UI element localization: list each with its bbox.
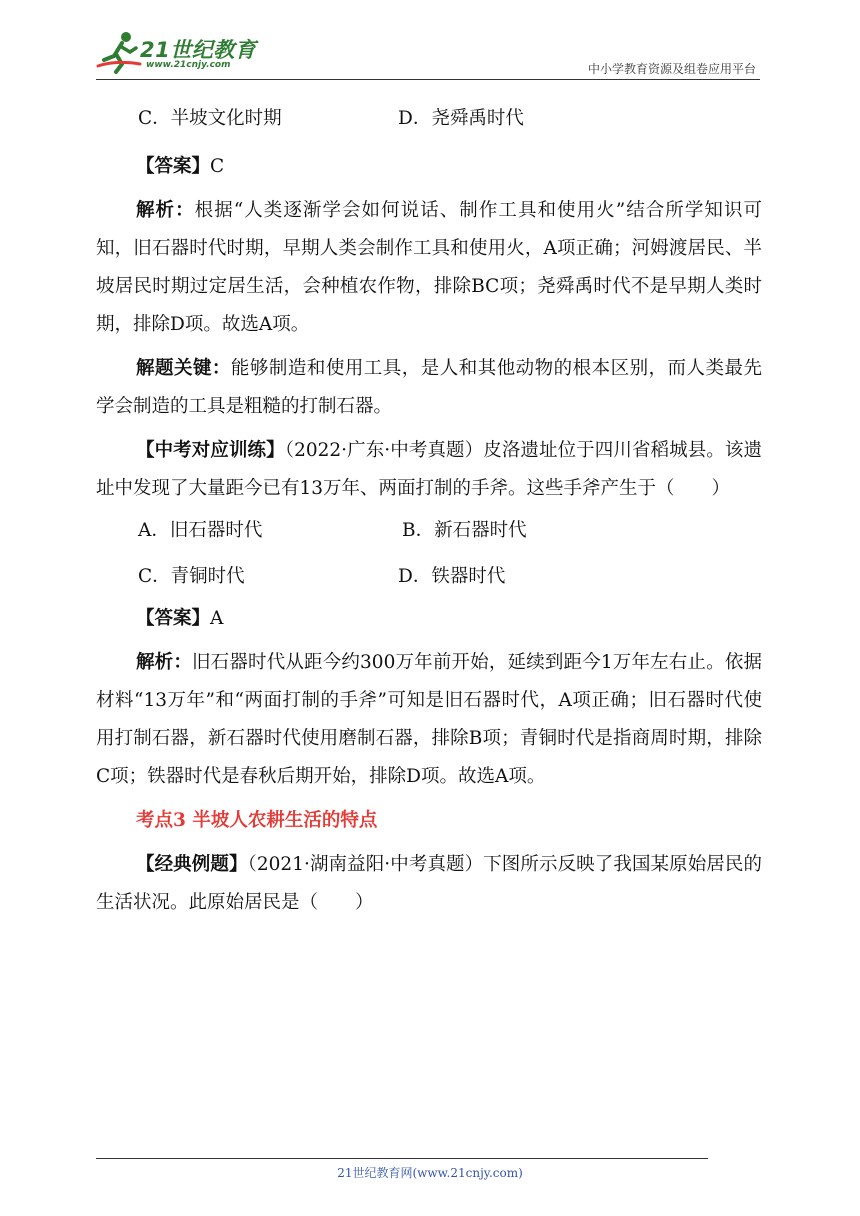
page-footer[interactable]: 21世纪教育网(www.21cnjy.com) bbox=[337, 1166, 523, 1180]
practice-label: 【中考对应训练】 bbox=[136, 440, 285, 461]
analysis-label: 解析： bbox=[136, 652, 193, 673]
q1-option-c: C．半坡文化时期 bbox=[138, 108, 282, 129]
answer-value: A bbox=[210, 608, 224, 629]
q2-option-c: C．青铜时代 bbox=[138, 566, 245, 587]
q1-option-d: D．尧舜禹时代 bbox=[398, 108, 524, 129]
site-logo[interactable] bbox=[96, 30, 266, 78]
q1-options-row bbox=[96, 96, 762, 142]
q2-options-row-2 bbox=[96, 554, 762, 600]
q2-answer bbox=[96, 600, 762, 638]
q2-option-d: D．铁器时代 bbox=[398, 566, 506, 587]
q2-text: （2022·广东·中考真题）皮洛遗址位于四川省稻城县。该遗址中发现了大量距今已有13万年、两面打制的手斧。这些手斧产生于（ ） bbox=[96, 440, 762, 499]
q2-options-row-1 bbox=[96, 508, 762, 554]
page-header bbox=[96, 30, 760, 80]
q3-question bbox=[96, 846, 762, 922]
logo-text: 21世纪教育 bbox=[140, 38, 257, 62]
q3-text: （2021·湖南益阳·中考真题）下图所示反映了我国某原始居民的生活状况。此原始居民是（ ） bbox=[96, 854, 762, 913]
key-text: 能够制造和使用工具，是人和其他动物的根本区别，而人类最先学会制造的工具是粗糙的打制石器。 bbox=[96, 358, 762, 417]
answer-label: 【答案】 bbox=[136, 156, 211, 177]
logo-url: www.21cnjy.com bbox=[146, 60, 231, 70]
platform-name: 中小学教育资源及组卷应用平台 bbox=[587, 62, 756, 76]
document-body bbox=[96, 96, 762, 922]
example-label: 【经典例题】 bbox=[136, 854, 248, 875]
q2-option-b: B．新石器时代 bbox=[402, 520, 527, 541]
q2-analysis bbox=[96, 644, 762, 796]
answer-value: C bbox=[210, 156, 225, 177]
analysis-text: 旧石器时代从距今约300万年前开始，延续到距今1万年左右止。依据材料“13万年”和“两面打制的手斧”可知是旧石器时代，A项正确；旧石器时代使用打制石器，新石器时代使用磨制石器，排除B项；青铜时代是指商周时期，排除C项；铁器时代是春秋后期开始，排除D项。故选A项。 bbox=[96, 652, 762, 787]
section-heading: 考点3 半坡人农耕生活的特点 bbox=[136, 810, 378, 831]
runner-icon bbox=[96, 30, 144, 74]
answer-label: 【答案】 bbox=[136, 608, 211, 629]
analysis-label: 解析： bbox=[136, 200, 195, 221]
analysis-text: 根据“人类逐渐学会如何说话、制作工具和使用火”结合所学知识可知，旧石器时代时期，早期人类会制作工具和使用火，A项正确；河姆渡居民、半坡居民时期过定居生活，会种植农作物，排除BC项；尧舜禹时代不是早期人类时期，排除D项。故选A项。 bbox=[96, 200, 762, 335]
q1-answer bbox=[96, 148, 762, 186]
q1-analysis bbox=[96, 192, 762, 344]
q1-key-point bbox=[96, 350, 762, 426]
key-label: 解题关键： bbox=[136, 358, 231, 379]
q2-option-a: A．旧石器时代 bbox=[138, 520, 263, 541]
header-divider bbox=[96, 79, 760, 80]
q2-question bbox=[96, 432, 762, 508]
footer-divider bbox=[96, 1158, 708, 1159]
